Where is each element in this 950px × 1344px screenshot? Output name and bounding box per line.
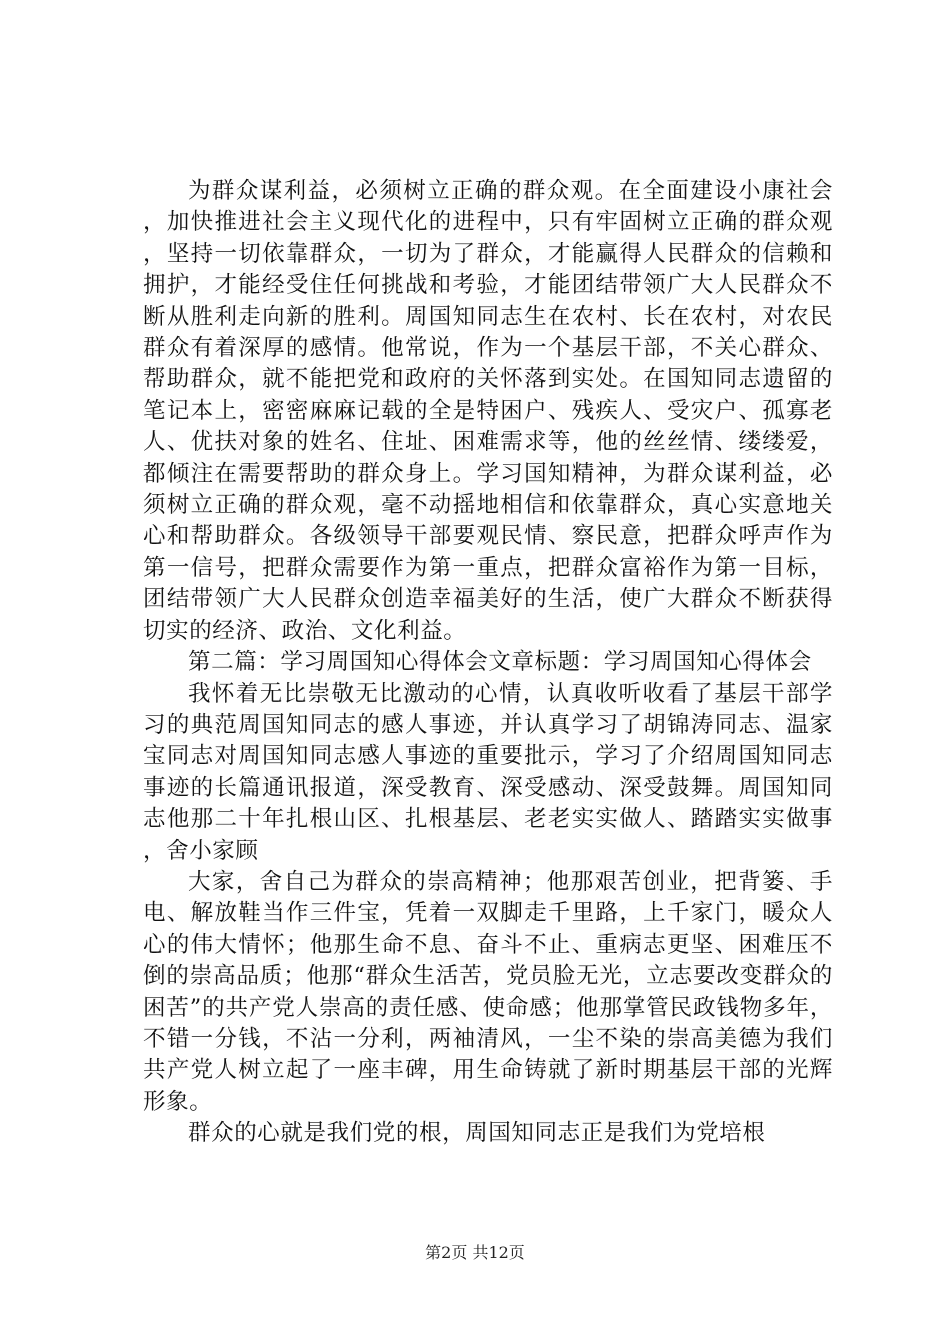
- page-number-footer: 第2页 共12页: [425, 1243, 525, 1262]
- paragraph: 大家，舍自己为群众的崇高精神；他那艰苦创业，把背篓、手电、解放鞋当作三件宝，凭着一双脚走千里路，上千家门，暖众人心的伟大情怀；他那生命不息、奋斗不止、重病志更坚、困难压不倒的崇高品质；他那“群众生活苦，党员脸无光，立志要改变群众的困苦”的共产党人崇高的责任感、使命感；他那掌管民政钱物多年，不错一分钱，不沾一分利，两袖清风，一尘不染的崇高美德为我们共产党人树立起了一座丰碑，用生命铸就了新时期基层干部的光辉形象。: [143, 868, 833, 1115]
- paragraph: 我怀着无比崇敬无比激动的心情，认真收听收看了基层干部学习的典范周国知同志的感人事迹，并认真学习了胡锦涛同志、温家宝同志对周国知同志感人事迹的重要批示，学习了介绍周国知同志事迹的长篇通讯报道，深受教育、深受感动、深受鼓舞。周国知同志他那二十年扎根山区、扎根基层、老老实实做人、踏踏实实做事，舍小家顾: [143, 680, 833, 864]
- paragraph: 群众的心就是我们党的根，周国知同志正是我们为党培根: [188, 1120, 766, 1147]
- document-body: [143, 176, 833, 1150]
- paragraph: 为群众谋利益，必须树立正确的群众观。在全面建设小康社会，加快推进社会主义现代化的进程中，只有牢固树立正确的群众观，坚持一切依靠群众，一切为了群众，才能赢得人民群众的信赖和拥护，才能经受住任何挑战和考验，才能团结带领广大人民群众不断从胜利走向新的胜利。周国知同志生在农村、长在农村，对农民群众有着深厚的感情。他常说，作为一个基层干部，不关心群众、帮助群众，就不能把党和政府的关怀落到实处。在国知同志遗留的笔记本上，密密麻麻记载的全是特困户、残疾人、受灾户、孤寡老人、优扶对象的姓名、住址、困难需求等，他的丝丝情、缕缕爱，都倾注在需要帮助的群众身上。学习国知精神，为群众谋利益，必须树立正确的群众观，毫不动摇地相信和依靠群众，真心实意地关心和帮助群众。各级领导干部要观民情、察民意，把群众呼声作为第一信号，把群众需要作为第一重点，把群众富裕作为第一目标，团结带领广大人民群众创造幸福美好的生活，使广大群众不断获得切实的经济、政治、文化利益。: [143, 178, 833, 644]
- section-heading: 第二篇：学习周国知心得体会文章标题：学习周国知心得体会: [188, 649, 812, 676]
